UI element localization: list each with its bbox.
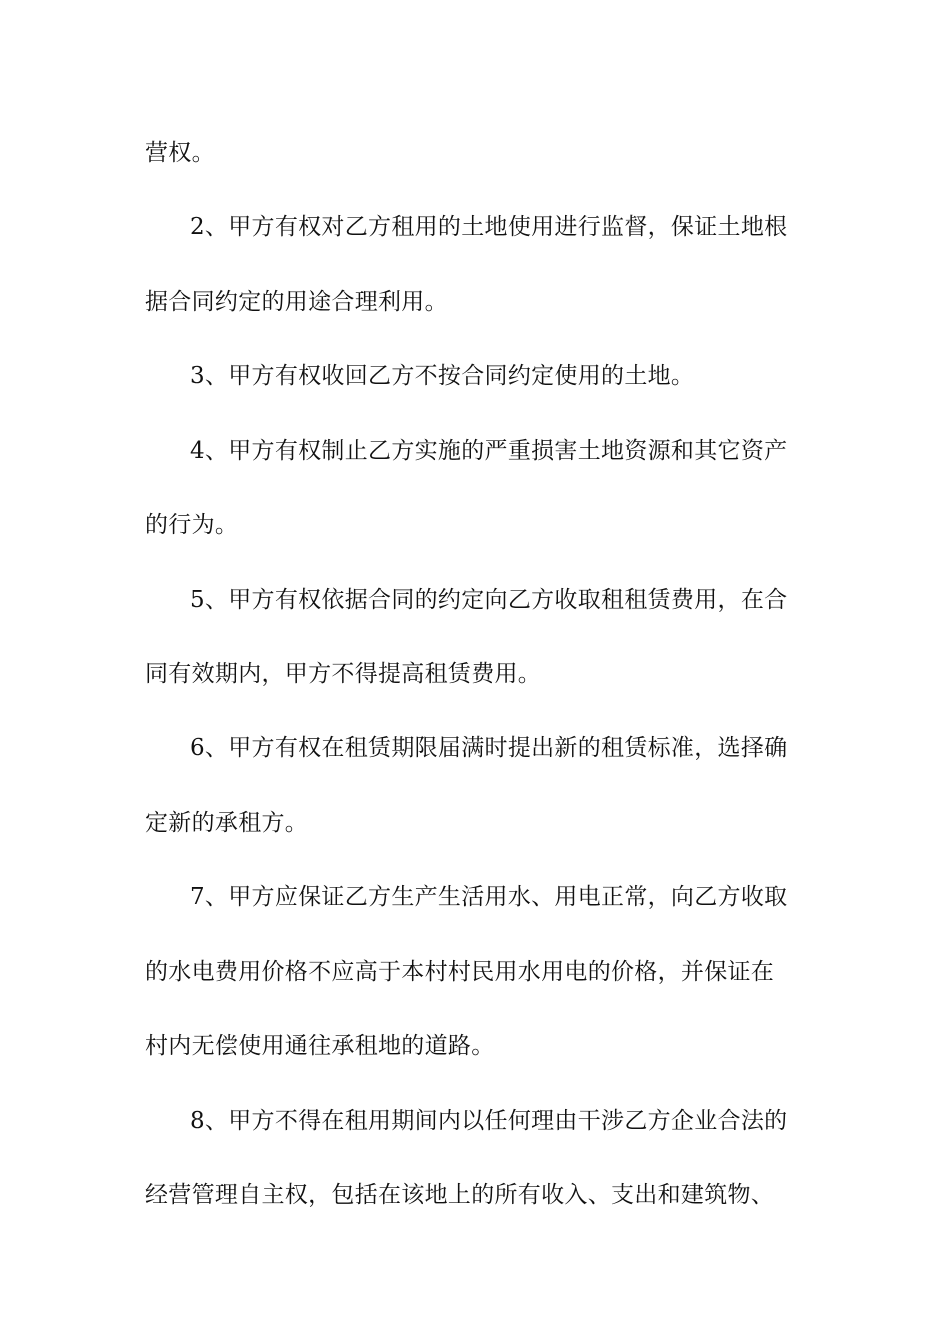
text-line: 经营管理自主权，包括在该地上的所有收入、支出和建筑物、	[145, 1182, 775, 1208]
text-line: 的水电费用价格不应高于本村村民用水用电的价格，并保证在	[145, 959, 775, 985]
clause-7-line: 7、甲方应保证乙方生产生活用水、用电正常，向乙方收取	[190, 884, 788, 910]
text-line: 定新的承租方。	[145, 810, 309, 836]
text-line: 营权。	[145, 140, 215, 166]
text-line: 的行为。	[145, 512, 239, 538]
clause-8-line: 8、甲方不得在租用期间内以任何理由干涉乙方企业合法的	[190, 1108, 788, 1134]
clause-4-line: 4、甲方有权制止乙方实施的严重损害土地资源和其它资产	[190, 438, 788, 464]
clause-5-line: 5、甲方有权依据合同的约定向乙方收取租租赁费用，在合	[190, 587, 788, 613]
text-line: 同有效期内，甲方不得提高租赁费用。	[145, 661, 542, 687]
clause-6-line: 6、甲方有权在租赁期限届满时提出新的租赁标准，选择确	[190, 735, 788, 761]
text-line: 据合同约定的用途合理利用。	[145, 289, 448, 315]
clause-3-line: 3、甲方有权收回乙方不按合同约定使用的土地。	[190, 363, 695, 389]
clause-2-line: 2、甲方有权对乙方租用的土地使用进行监督，保证土地根	[190, 214, 788, 240]
text-line: 村内无偿使用通往承租地的道路。	[145, 1033, 495, 1059]
